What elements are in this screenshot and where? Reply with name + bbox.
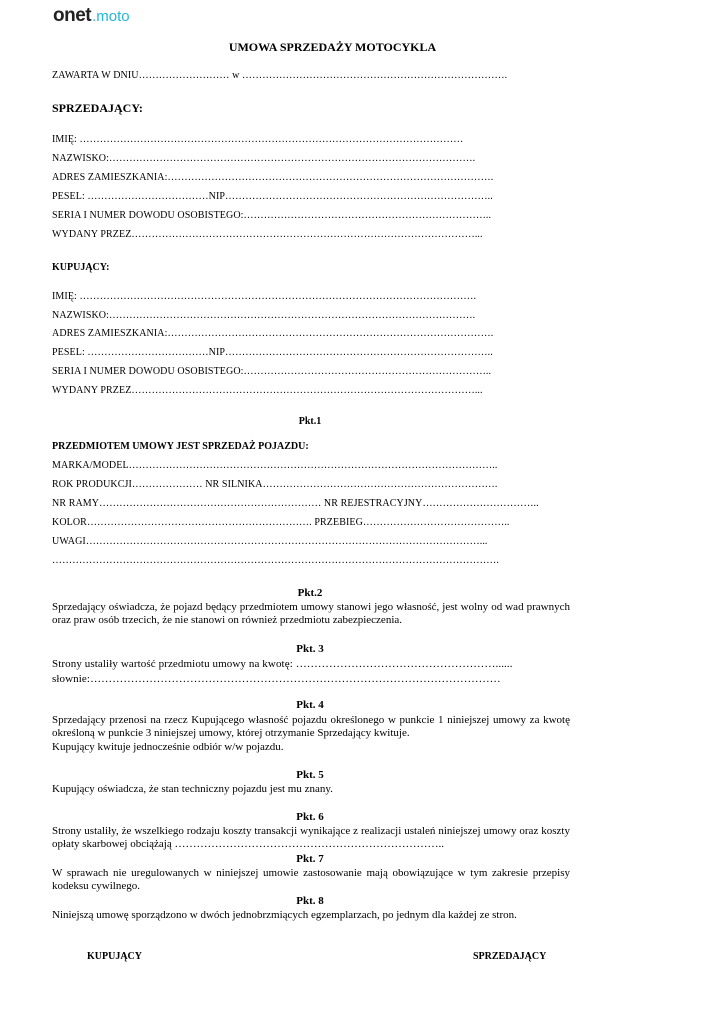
pkt8-label: Pkt. 8 <box>296 895 324 907</box>
vehicle-notes-line: UWAGI………………………………………………………………………………………………………... <box>52 536 488 547</box>
pkt7-label: Pkt. 7 <box>296 853 324 865</box>
buyer-address-line: ADRES ZAMIESZKANIA:……………………………………………………………………………………. <box>52 328 494 339</box>
buyer-first-name-line: IMIĘ: ………………………………………………………………………………………………………. <box>52 291 477 302</box>
buyer-id-line: SERIA I NUMER DOWODU OSOBISTEGO:……………………………………………………………….. <box>52 366 492 377</box>
vehicle-make-model-line: MARKA/MODEL……………………………………………………………………………………………….. <box>52 460 498 471</box>
pkt6-text: Strony ustaliły, że wszelkiego rodzaju koszty transakcji wynikające z realizacji ustaleń niniejszej umowy oraz koszty opłaty skarbowej obciążają ……………………………………………………………….. <box>52 825 570 850</box>
date-line: ZAWARTA W DNIU……………………… w ……………………………………………………………………. <box>52 70 508 81</box>
vehicle-notes-extra-line: ……………………………………………………………………………………………………………………. <box>52 555 499 566</box>
seller-address-line: ADRES ZAMIESZKANIA:……………………………………………………………………………………. <box>52 172 494 183</box>
pkt1-label: Pkt.1 <box>298 416 322 427</box>
seller-signature-label: SPRZEDAJĄCY <box>473 951 547 962</box>
buyer-last-name-line: NAZWISKO:………………………………………………………………………………………………. <box>52 310 476 321</box>
pkt2-label: Pkt.2 <box>297 587 323 599</box>
pkt4-label: Pkt. 4 <box>296 699 324 711</box>
pkt2-text: Sprzedający oświadcza, że pojazd będący przedmiotem umowy stanowi jego własność, jest wolny od wad prawnych oraz praw osób trzecich, że nie stanowi on również przedmiotu zabezpieczenia. <box>52 601 570 626</box>
document-title: UMOWA SPRZEDAŻY MOTOCYKLA <box>228 40 437 54</box>
buyer-signature-label: KUPUJĄCY <box>87 951 142 962</box>
pkt3-label: Pkt. 3 <box>296 643 324 655</box>
pkt3-price-line: Strony ustaliły wartość przedmiotu umowy na kwotę: ………………………………………………...... <box>52 658 513 670</box>
pkt6-label: Pkt. 6 <box>296 811 324 823</box>
pkt3-in-words-line: słownie:………………………………………………………………………………………………… <box>52 673 501 685</box>
pkt8-text: Niniejszą umowę sporządzono w dwóch jednobrzmiących egzemplarzach, po jednym dla każdej ze stron. <box>52 909 517 921</box>
onet-moto-logo <box>53 5 130 27</box>
seller-first-name-line: IMIĘ: …………………………………………………………………………………………………… <box>52 134 464 145</box>
pkt1-heading: PRZEDMIOTEM UMOWY JEST SPRZEDAŻ POJAZDU: <box>52 441 309 452</box>
buyer-pesel-nip-line: PESEL: ………………………………NIP…………………………………………………………………….. <box>52 347 493 358</box>
seller-issued-by-line: WYDANY PRZEZ…………………………………………………………………………………………... <box>52 229 483 240</box>
pkt5-text: Kupujący oświadcza, że stan techniczny pojazdu jest mu znany. <box>52 783 333 795</box>
pkt4-text: Sprzedający przenosi na rzecz Kupującego własność pojazdu określonego w punkcie 1 niniejszej umowy za kwotę określoną w punkcie 3 niniejszej umowy, której otrzymanie Sprzedający kwituje. <box>52 714 570 739</box>
seller-heading: SPRZEDAJĄCY: <box>52 101 143 115</box>
pkt7-text: W sprawach nie uregulowanych w niniejszej umowie zastosowanie mają obowiązujące w tym zakresie przepisy kodeksu cywilnego. <box>52 867 570 892</box>
pkt4-text-receipt: Kupujący kwituje jednocześnie odbiór w/w pojazdu. <box>52 741 284 753</box>
seller-id-line: SERIA I NUMER DOWODU OSOBISTEGO:……………………………………………………………….. <box>52 210 492 221</box>
vehicle-year-engine-line: ROK PRODUKCJI………………… NR SILNIKA……………………………………………………………. <box>52 479 498 490</box>
buyer-issued-by-line: WYDANY PRZEZ…………………………………………………………………………………………... <box>52 385 483 396</box>
logo-sub: .moto <box>92 8 130 25</box>
vehicle-color-mileage-line: KOLOR…………………………………………………………. PRZEBIEG…………………………………….. <box>52 517 510 528</box>
buyer-heading: KUPUJĄCY: <box>52 262 110 273</box>
vehicle-frame-registration-line: NR RAMY………………………………………………………… NR REJESTRACYJNY…………………………….. <box>52 498 539 509</box>
pkt5-label: Pkt. 5 <box>296 769 324 781</box>
seller-pesel-nip-line: PESEL: ………………………………NIP…………………………………………………………………….. <box>52 191 493 202</box>
seller-last-name-line: NAZWISKO:………………………………………………………………………………………………. <box>52 153 476 164</box>
logo-brand: onet <box>53 5 92 26</box>
